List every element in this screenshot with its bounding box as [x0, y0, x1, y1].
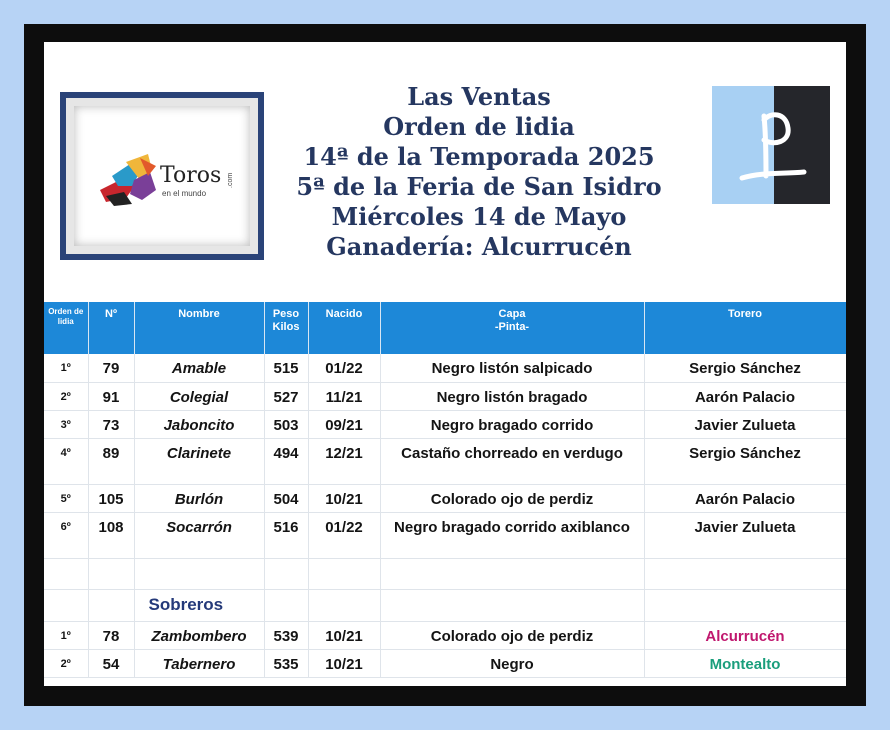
p-logo-icon	[712, 86, 830, 204]
cell-num: 105	[88, 484, 134, 512]
event-title	[272, 82, 686, 262]
cell-num: 108	[88, 512, 134, 558]
cell-num: 89	[88, 438, 134, 484]
cell-capa: Negro	[380, 649, 644, 677]
title-line: 5ª de la Feria de San Isidro	[296, 172, 662, 201]
cell-capa: Castaño chorreado en verdugo	[380, 438, 644, 484]
sobreros-heading: Sobreros	[134, 589, 264, 621]
cell-orden: 1º	[44, 354, 88, 382]
cell-nacido: 01/22	[308, 512, 380, 558]
cell-peso: 503	[264, 410, 308, 438]
cell-nacido: 11/21	[308, 382, 380, 410]
cell-peso: 527	[264, 382, 308, 410]
cell-nombre: Burlón	[134, 484, 264, 512]
cell-capa: Negro bragado corrido axiblanco	[380, 512, 644, 558]
header-peso-line2: Kilos	[272, 321, 300, 333]
cell-nombre: Amable	[134, 354, 264, 382]
cell-nacido: 12/21	[308, 438, 380, 484]
header-peso	[264, 302, 308, 354]
cell-capa: Negro listón salpicado	[380, 354, 644, 382]
cell-nacido: 01/22	[308, 354, 380, 382]
table-row	[44, 649, 846, 677]
cell-num: 79	[88, 354, 134, 382]
header-nombre: Nombre	[134, 302, 264, 354]
cell-capa: Colorado ojo de perdiz	[380, 621, 644, 649]
cell-torero: Aarón Palacio	[644, 484, 846, 512]
table-row	[44, 382, 846, 410]
cell-peso: 494	[264, 438, 308, 484]
cell-nacido: 10/21	[308, 484, 380, 512]
logo-tagline: en el mundo	[162, 189, 207, 198]
table-row	[44, 354, 846, 382]
cell-torero: Aarón Palacio	[644, 382, 846, 410]
table-row	[44, 484, 846, 512]
title-line: Ganadería: Alcurrucén	[326, 232, 632, 261]
cell-nacido: 09/21	[308, 410, 380, 438]
table-header-row	[44, 302, 846, 354]
cell-orden: 1º	[44, 621, 88, 649]
cell-orden: 4º	[44, 438, 88, 484]
cell-capa: Negro bragado corrido	[380, 410, 644, 438]
cell-capa: Colorado ojo de perdiz	[380, 484, 644, 512]
cell-nombre: Socarrón	[134, 512, 264, 558]
cell-orden: 3º	[44, 410, 88, 438]
logo-domain: .com	[227, 172, 234, 188]
cell-peso: 504	[264, 484, 308, 512]
header-capa-line2: -Pinta-	[494, 321, 530, 333]
cell-num: 78	[88, 621, 134, 649]
table-row	[44, 512, 846, 558]
cell-nombre: Zambombero	[134, 621, 264, 649]
cell-nacido: 10/21	[308, 621, 380, 649]
cell-nombre: Jaboncito	[134, 410, 264, 438]
cell-orden: 2º	[44, 382, 88, 410]
header-orden: Orden de lidia	[44, 302, 88, 354]
cell-nacido: 10/21	[308, 649, 380, 677]
header-nacido: Nacido	[308, 302, 380, 354]
sobreros-heading-row	[44, 589, 846, 621]
header-capa	[380, 302, 644, 354]
header-num: Nº	[88, 302, 134, 354]
table-row	[44, 410, 846, 438]
document-card	[44, 42, 846, 686]
header-torero: Torero	[644, 302, 846, 354]
cell-torero: Javier Zulueta	[644, 410, 846, 438]
cell-peso: 516	[264, 512, 308, 558]
title-line: Las Ventas	[407, 82, 551, 111]
toros-logo-frame	[60, 92, 264, 260]
title-line: Orden de lidia	[383, 112, 575, 141]
cell-num: 54	[88, 649, 134, 677]
cell-orden: 6º	[44, 512, 88, 558]
title-line: 14ª de la Temporada 2025	[303, 142, 655, 171]
toros-logo-icon	[96, 146, 246, 216]
table-row	[44, 438, 846, 484]
cell-peso: 539	[264, 621, 308, 649]
cell-capa: Negro listón bragado	[380, 382, 644, 410]
header-peso-line1: Peso	[272, 308, 300, 320]
cell-peso: 515	[264, 354, 308, 382]
cell-torero: Sergio Sánchez	[644, 438, 846, 484]
title-line: Miércoles 14 de Mayo	[331, 202, 627, 231]
cell-num: 73	[88, 410, 134, 438]
cell-peso: 535	[264, 649, 308, 677]
cell-nombre: Tabernero	[134, 649, 264, 677]
cell-orden: 2º	[44, 649, 88, 677]
cell-ganaderia: Montealto	[644, 649, 846, 677]
logo-brand: Toros	[160, 163, 222, 188]
cell-orden: 5º	[44, 484, 88, 512]
table-row	[44, 621, 846, 649]
cell-nombre: Colegial	[134, 382, 264, 410]
header-capa-line1: Capa	[498, 308, 526, 320]
toros-logo-mat	[66, 98, 258, 254]
cell-nombre: Clarinete	[134, 438, 264, 484]
lidia-table	[44, 302, 846, 678]
cell-torero: Javier Zulueta	[644, 512, 846, 558]
cell-num: 91	[88, 382, 134, 410]
cell-torero: Sergio Sánchez	[644, 354, 846, 382]
table-row-blank	[44, 558, 846, 589]
cell-ganaderia: Alcurrucén	[644, 621, 846, 649]
